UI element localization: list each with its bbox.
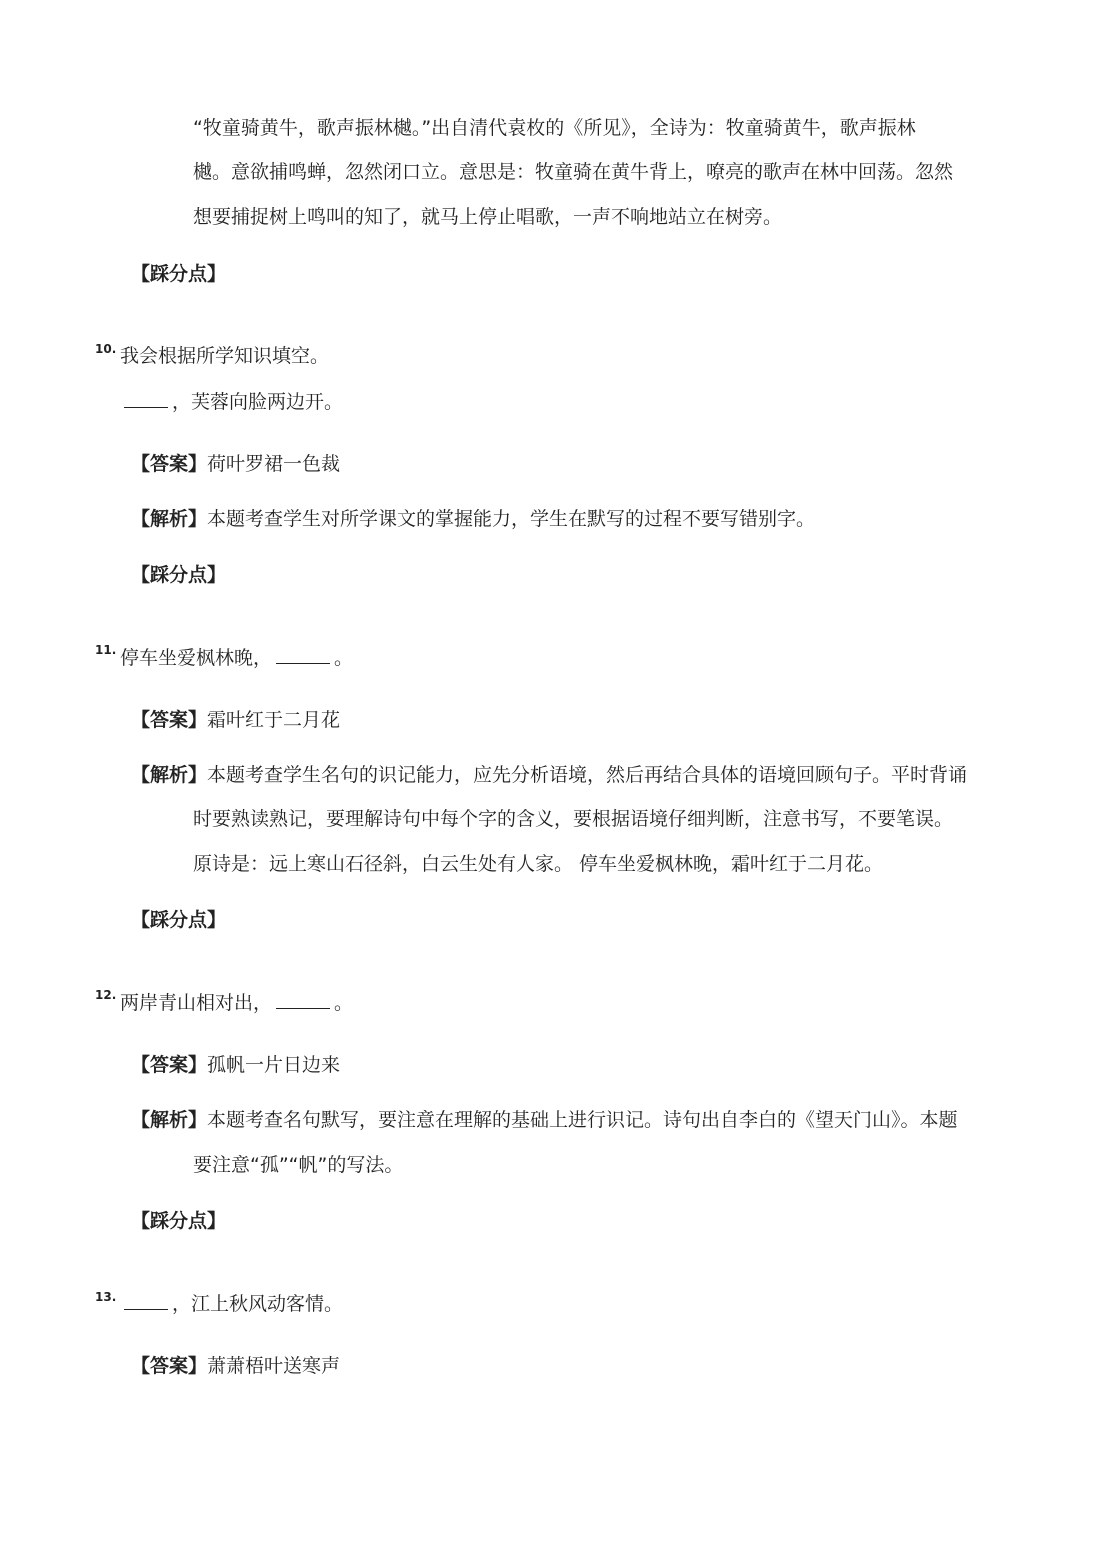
analysis-row-11 bbox=[131, 762, 967, 788]
stem-end: 。 bbox=[334, 992, 354, 1014]
analysis-row-10 bbox=[131, 506, 815, 532]
question-number-11: 11. bbox=[95, 643, 117, 657]
answer-label: 【答案】 bbox=[131, 453, 208, 475]
analysis-label: 【解析】 bbox=[131, 764, 208, 786]
intro-line-2: 樾。意欲捕鸣蝉，忽然闭口立。意思是：牧童骑在黄牛背上，嘹亮的歌声在林中回荡。忽然 bbox=[193, 161, 954, 183]
question-fill-10 bbox=[120, 389, 343, 415]
fill-blank bbox=[276, 1007, 330, 1009]
analysis-label: 【解析】 bbox=[131, 508, 208, 530]
answer-label: 【答案】 bbox=[131, 1355, 208, 1377]
fill-blank bbox=[276, 662, 330, 664]
score-label-10: 【踩分点】 bbox=[131, 564, 227, 586]
question-number-13: 13. bbox=[95, 1290, 117, 1304]
fill-blank bbox=[124, 1308, 168, 1310]
answer-row-11 bbox=[131, 707, 340, 733]
score-label-9: 【踩分点】 bbox=[131, 263, 227, 285]
intro-line-3: 想要捕捉树上鸣叫的知了，就马上停止唱歌，一声不响地站立在树旁。 bbox=[193, 206, 783, 228]
answer-text: 孤帆一片日边来 bbox=[207, 1054, 341, 1076]
answer-label: 【答案】 bbox=[131, 1054, 208, 1076]
analysis-row-12 bbox=[131, 1107, 958, 1133]
question-number-12: 12. bbox=[95, 988, 117, 1002]
answer-row-13 bbox=[131, 1353, 340, 1379]
intro-line-1: “牧童骑黄牛，歌声振林樾。”出自清代袁枚的《所见》，全诗为：牧童骑黄牛，歌声振林 bbox=[193, 117, 916, 139]
answer-text: 萧萧梧叶送寒声 bbox=[207, 1355, 341, 1377]
fill-blank bbox=[124, 406, 168, 408]
question-stem-10: 我会根据所学知识填空。 bbox=[120, 345, 330, 367]
fill-text: ，芙蓉向脸两边开。 bbox=[172, 391, 344, 413]
question-stem-12 bbox=[120, 990, 353, 1016]
stem-text: ，江上秋风动客情。 bbox=[172, 1293, 344, 1315]
analysis-label: 【解析】 bbox=[131, 1109, 208, 1131]
analysis-text: 本题考查学生名句的识记能力，应先分析语境，然后再结合具体的语境回顾句子。平时背诵 bbox=[207, 764, 968, 786]
score-label-11: 【踩分点】 bbox=[131, 909, 227, 931]
score-label-12: 【踩分点】 bbox=[131, 1210, 227, 1232]
stem-text: 停车坐爱枫林晚， bbox=[120, 647, 273, 669]
stem-end: 。 bbox=[334, 647, 354, 669]
answer-label: 【答案】 bbox=[131, 709, 208, 731]
analysis-line-2-11: 时要熟读熟记，要理解诗句中每个字的含义，要根据语境仔细判断，注意书写，不要笔误。 bbox=[193, 808, 954, 830]
answer-row-10 bbox=[131, 451, 340, 477]
analysis-text: 本题考查名句默写，要注意在理解的基础上进行识记。诗句出自李白的《望天门山》。本题 bbox=[207, 1109, 958, 1131]
analysis-line-2-12: 要注意“孤”“帆”的写法。 bbox=[193, 1154, 404, 1176]
answer-text: 霜叶红于二月花 bbox=[207, 709, 341, 731]
question-stem-13 bbox=[120, 1291, 343, 1317]
question-number-10: 10. bbox=[95, 342, 117, 356]
answer-text: 荷叶罗裙一色裁 bbox=[207, 453, 341, 475]
analysis-text: 本题考查学生对所学课文的掌握能力，学生在默写的过程不要写错别字。 bbox=[207, 508, 816, 530]
question-stem-11 bbox=[120, 645, 353, 671]
answer-row-12 bbox=[131, 1052, 340, 1078]
analysis-line-3-11: 原诗是：远上寒山石径斜，白云生处有人家。 停车坐爱枫林晚，霜叶红于二月花。 bbox=[193, 853, 884, 875]
stem-text: 两岸青山相对出， bbox=[120, 992, 273, 1014]
